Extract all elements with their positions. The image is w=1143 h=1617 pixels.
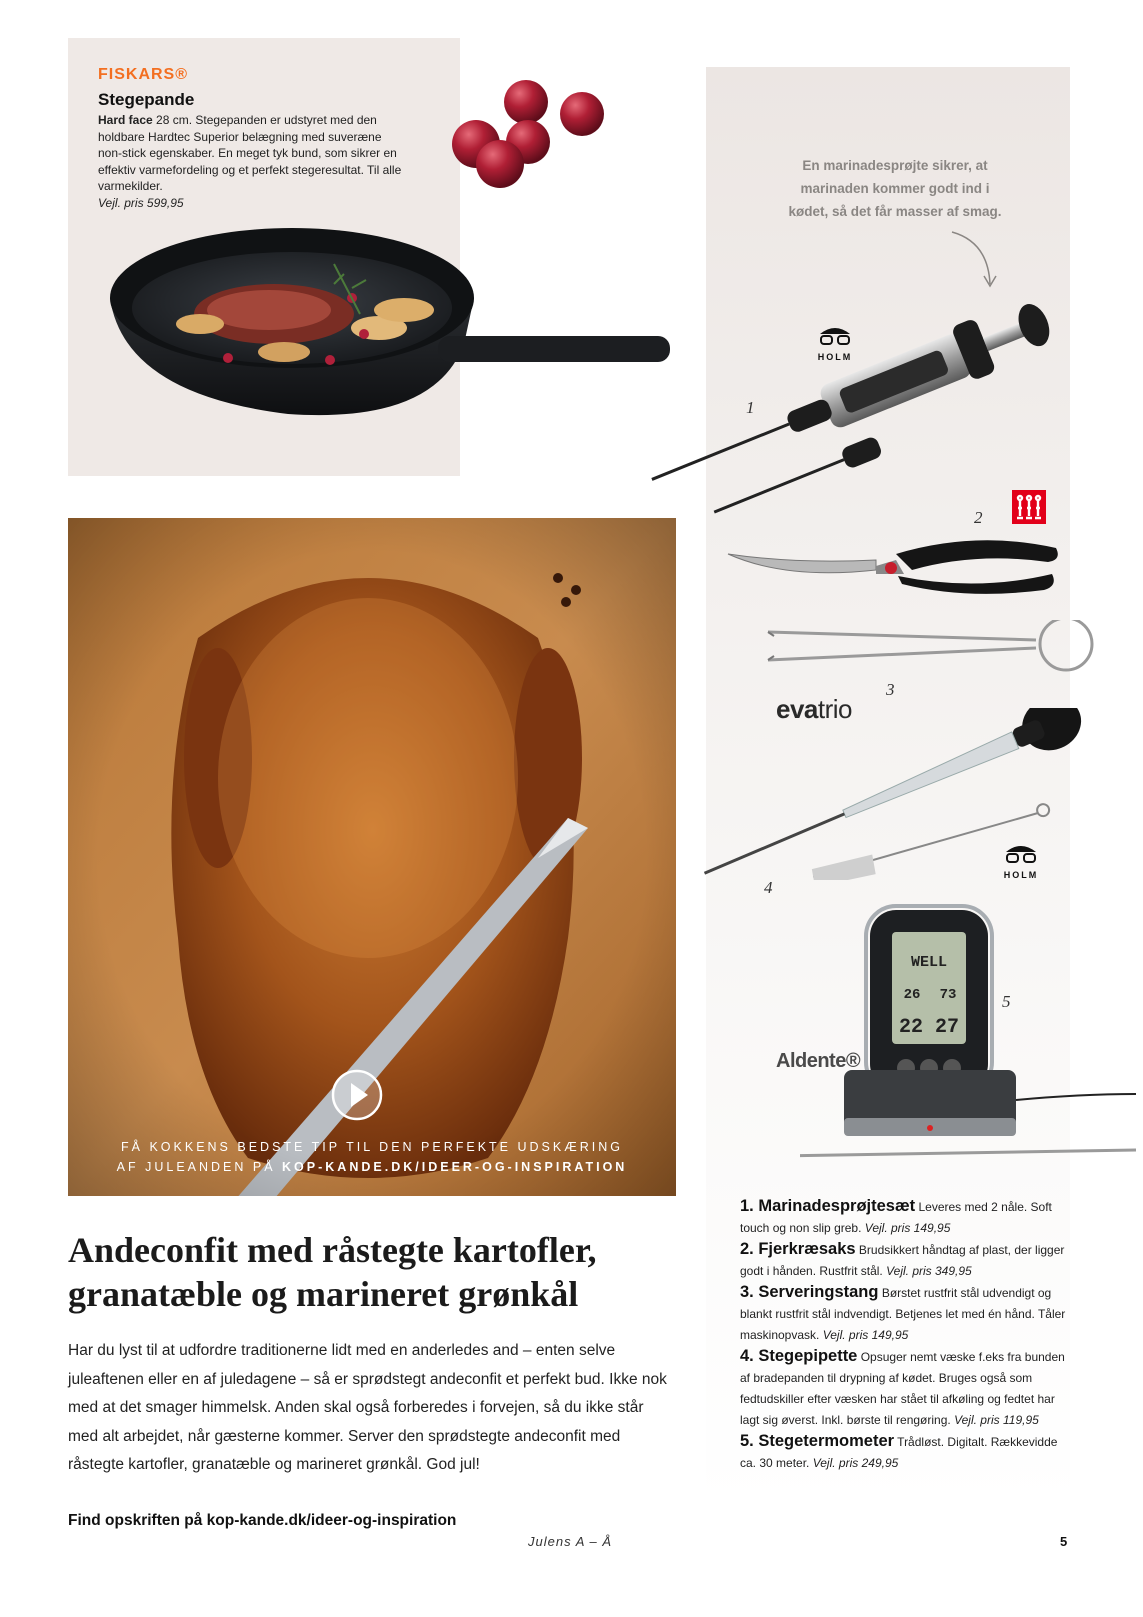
product-item-3 xyxy=(740,1282,1070,1346)
product-item-5 xyxy=(740,1431,1070,1474)
display-bottom: 22 27 xyxy=(898,1016,960,1039)
product-name: 5. Stegetermometer xyxy=(740,1432,895,1450)
fiskars-logo: FISKARS® xyxy=(98,66,189,83)
holm-logo-2 xyxy=(996,838,1046,882)
page-number: 5 xyxy=(1060,1534,1068,1549)
video-caption-prefix: AF JULEANDEN PÅ xyxy=(116,1160,283,1174)
evatrio-logo-eva: eva xyxy=(776,694,818,724)
recipe-link[interactable]: Find opskriften på kop-kande.dk/ideer-og-inspiration xyxy=(68,1512,457,1529)
play-video-button[interactable] xyxy=(330,1068,384,1122)
product-description-text: 28 cm. Stegepanden er udstyret med den holdbare Hardtec Superior belægning med suveræne non-stick egenskaber. En meget tyk bund, som sikrer en effektiv varmefordeling og et perfekt stegeresultat. Til alle varmekilder. xyxy=(98,113,402,193)
product-list xyxy=(740,1196,1070,1474)
product-number-5: 5 xyxy=(1002,992,1011,1011)
product-title: Stegepande xyxy=(98,90,195,109)
holm-logo-text: HOLM xyxy=(817,352,853,362)
product-desc: Opsuger nemt væske f.eks fra bunden af bradepanden til drypning af kødet. Bruges også som fedtudskiller efter væsken har stået til afkøling og fedtet har lagt sig øverst. Inkl. børste til rengøring. xyxy=(740,1350,1065,1427)
video-caption-line2 xyxy=(68,1157,676,1177)
evatrio-logo-trio: trio xyxy=(817,694,853,724)
product-price: Vejl. pris 149,95 xyxy=(822,1328,909,1342)
product-number-3: 3 xyxy=(886,680,895,699)
video-caption-line1: FÅ KOKKENS BEDSTE TIP TIL DEN PERFEKTE UDSKÆRING xyxy=(121,1140,623,1154)
product-number-2: 2 xyxy=(974,508,983,527)
product-number-1: 1 xyxy=(746,398,755,417)
video-caption-link[interactable]: KOP-KANDE.DK/IDEER-OG-INSPIRATION xyxy=(282,1160,628,1174)
product-name: 4. Stegepipette xyxy=(740,1347,858,1365)
product-price: Vejl. pris 249,95 xyxy=(812,1456,899,1470)
display-mid-left: 26 xyxy=(903,987,921,1003)
cranberries-image xyxy=(448,80,608,192)
poultry-shears-image xyxy=(726,530,1062,610)
product-number-4: 4 xyxy=(764,878,773,897)
holm-logo-2-text: HOLM xyxy=(1003,870,1039,880)
product-price: Vejl. pris 349,95 xyxy=(886,1264,972,1278)
video-caption xyxy=(68,1137,676,1177)
product-item-4 xyxy=(740,1346,1070,1431)
product-name: 3. Serveringstang xyxy=(740,1283,879,1301)
recipe-intro: Har du lyst til at udfordre traditionerne lidt med en anderledes and – enten selve juleaftenen eller en af juledagene – så er sprødstegt andeconfit et perfekt bud. Ikke nok med at det smager himmelsk. Anden skal også forberedes i forvejen, så du ikke står med alt arbejdet, når gæsterne kommer. Server den sprødstegte andeconfit med råstegte kartofler, granatæble og marineret grønkål. God jul! xyxy=(68,1342,667,1473)
frying-pan-image xyxy=(104,224,684,430)
marinade-injector-image xyxy=(630,290,1070,520)
product-price: Vejl. pris 599,95 xyxy=(98,196,184,210)
curved-arrow-icon xyxy=(948,228,1000,292)
product-price: Vejl. pris 149,95 xyxy=(864,1221,951,1235)
zwilling-logo xyxy=(1012,490,1046,524)
product-desc: Brudsikkert håndtag af plast, der ligger godt i hånden. Rustfrit stål. xyxy=(740,1243,1065,1278)
footer-section-title: Julens A – Å xyxy=(528,1534,613,1549)
recipe-title: Andeconfit med råstegte kartofler, granatæble og marineret grønkål xyxy=(68,1230,597,1314)
product-name: 2. Fjerkræsaks xyxy=(740,1240,856,1258)
product-description xyxy=(98,112,408,195)
product-price: Vejl. pris 119,95 xyxy=(954,1413,1039,1427)
product-desc: Børstet rustfrit stål udvendigt og blankt rustfrit stål indvendigt. Betjenes let med én hånd. Tåler maskinopvask. xyxy=(740,1286,1066,1342)
product-item-2 xyxy=(740,1239,1070,1282)
thermometer-image xyxy=(800,904,1140,1166)
marinade-callout: En marinadesprøjte sikrer, at marinaden kommer godt ind i kødet, så det får masser af smag. xyxy=(788,158,1002,219)
product-item-1 xyxy=(740,1196,1070,1239)
product-desc: Trådløst. Digitalt. Rækkevidde ca. 30 meter. xyxy=(740,1435,1058,1470)
display-top: WELL xyxy=(910,954,948,971)
product-desc: Leveres med 2 nåle. Soft touch og non slip greb. xyxy=(740,1200,1052,1235)
aldente-logo: Aldente® xyxy=(776,1050,861,1072)
serving-tongs-image xyxy=(766,620,1106,684)
product-name: 1. Marinadesprøjtesæt xyxy=(740,1197,916,1215)
display-mid-right: 73 xyxy=(939,987,957,1003)
product-lead: Hard face xyxy=(98,113,153,127)
